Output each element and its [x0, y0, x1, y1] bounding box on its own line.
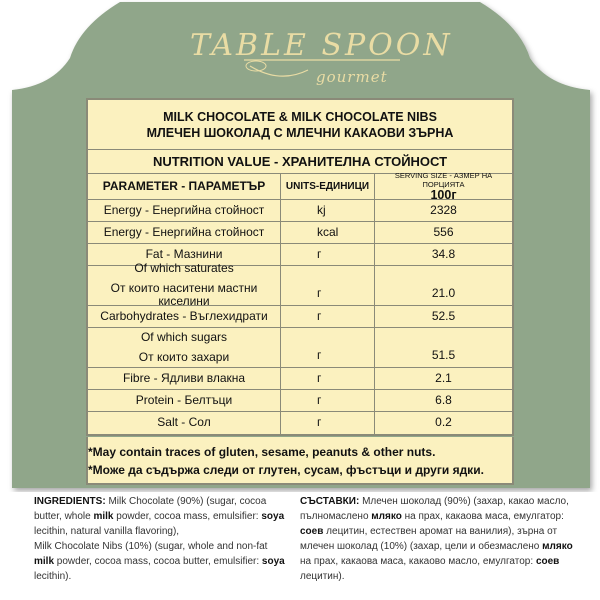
parameter-line-en: Of which sugars: [140, 329, 228, 344]
parameter-line-en: Of which saturates: [134, 260, 234, 275]
table-header: [88, 171, 512, 202]
allergen-highlight: milk: [93, 511, 114, 522]
brand-logo: [190, 22, 453, 100]
parameter-cell: Protein - Белтъци: [88, 390, 281, 411]
value-cell: 0.2: [435, 415, 452, 430]
serving-size-value: 100г: [430, 188, 457, 202]
table-row: [88, 260, 512, 309]
value-cell: 51.5: [431, 348, 456, 363]
ingredients-text: на прах, какаова маса, емулгатор:: [401, 511, 564, 522]
unit-cell: г: [281, 306, 375, 327]
unit-cell: kcal: [281, 222, 375, 243]
value-cell: 2.1: [435, 370, 452, 385]
value-cell: 21.0: [431, 286, 456, 301]
ingredients-text: lecithin, natural vanilla flavoring),: [34, 526, 180, 537]
table-row: [88, 390, 512, 412]
unit-cell: г: [281, 412, 375, 434]
allergen-highlight: мляко: [542, 541, 573, 552]
allergen-highlight: соев: [300, 526, 324, 537]
value-cell: 52.5: [431, 308, 456, 323]
allergen-highlight: мляко: [371, 511, 402, 522]
unit-cell: г: [281, 368, 375, 389]
ingredients-en: [34, 494, 286, 584]
ingredients-text: Milk Chocolate (90%) (sugar, cocoa butter, whole: [34, 496, 267, 522]
ingredients-text: лецитин, естествен аромат на ванилия), зърна от млечен шоколад (10%) (захар, цели и обезмаслено: [300, 526, 558, 552]
unit-cell: г: [281, 390, 375, 411]
parameter-cell: Fat - Мазнини: [88, 244, 281, 265]
header-units: UNITS-ЕДИНИЦИ: [281, 174, 375, 199]
value-cell: 34.8: [431, 246, 456, 261]
unit-cell: г: [281, 266, 375, 305]
table-row: [88, 222, 512, 244]
ingredients-bg: [300, 494, 582, 584]
header-parameter: PARAMETER - ПАРАМЕТЪР: [88, 174, 281, 199]
allergen-highlight: соев: [535, 556, 560, 567]
parameter-cell: [88, 260, 281, 309]
product-title-bg: МЛЕЧЕН ШОКОЛАД С МЛЕЧНИ КАКАОВИ ЗЪРНА: [146, 125, 454, 140]
product-title-en: MILK CHOCOLATE & MILK CHOCOLATE NIBS: [163, 109, 437, 124]
value-cell: 6.8: [435, 392, 452, 407]
parameter-line-bg: От които наситени мастни киселини: [110, 280, 258, 309]
product-title: [88, 100, 512, 150]
nutrition-heading: NUTRITION VALUE - ХРАНИТЕЛНА СТОЙНОСТ: [88, 150, 512, 174]
ingredients-text: powder, cocoa mass, emulsifier:: [113, 511, 262, 522]
unit-cell: kj: [281, 200, 375, 221]
table-row: [88, 412, 512, 434]
ingredients-text: Млечен шоколад (90%) (захар, какао масло, пълномаслено: [300, 496, 569, 522]
value-cell: 556: [433, 224, 454, 239]
allergen-highlight: soya: [261, 511, 285, 522]
ingredients-text: Milk Chocolate Nibs (10%) (sugar, whole and non-fat: [34, 541, 268, 552]
allergen-highlight: milk: [34, 556, 55, 567]
table-row: [88, 328, 512, 368]
nutrition-table: [86, 98, 514, 436]
parameter-cell: Energy - Енергийна стойност: [88, 200, 281, 221]
footnote-bg: *Може да съдържа следи от глутен, сусам, фъстъци и други ядки.: [88, 463, 484, 477]
allergen-footnotes: [86, 437, 514, 485]
parameter-line-bg: От които захари: [138, 349, 230, 364]
brand-name: TABLE SPOON: [190, 28, 453, 63]
unit-cell: г: [281, 244, 375, 265]
parameter-cell: [88, 328, 281, 367]
parameter-cell: Carbohydrates - Въглехидрати: [88, 306, 281, 327]
parameter-cell: Energy - Енергийна стойност: [88, 222, 281, 243]
parameter-cell: Salt - Сол: [88, 412, 281, 434]
parameter-cell: Fibre - Ядливи влакна: [88, 368, 281, 389]
ingredients-text: лецитин).: [300, 571, 345, 582]
footnote-en: *May contain traces of gluten, sesame, peanuts & other nuts.: [88, 445, 436, 459]
ingredients-text: lecithin).: [34, 571, 72, 582]
ingredients-label-bg: СЪСТАВКИ:: [300, 496, 360, 507]
serving-size-label: SERVING SIZE - АЗМЕР НА ПОРЦИЯТА: [394, 171, 493, 189]
brand-tagline: gourmet: [316, 68, 388, 86]
ingredients-text: powder, cocoa mass, cocoa butter, emulsifier:: [54, 556, 262, 567]
ingredients-text: на прах, какаова маса, какаово масло, емулгатор:: [300, 556, 536, 567]
allergen-highlight: soya: [261, 556, 285, 567]
value-cell: 2328: [430, 202, 457, 217]
unit-cell: г: [281, 328, 375, 367]
table-row: [88, 368, 512, 390]
table-row: [88, 200, 512, 222]
table-row: [88, 306, 512, 328]
ingredients-label-en: INGREDIENTS:: [34, 496, 106, 507]
header-serving: [375, 171, 512, 202]
